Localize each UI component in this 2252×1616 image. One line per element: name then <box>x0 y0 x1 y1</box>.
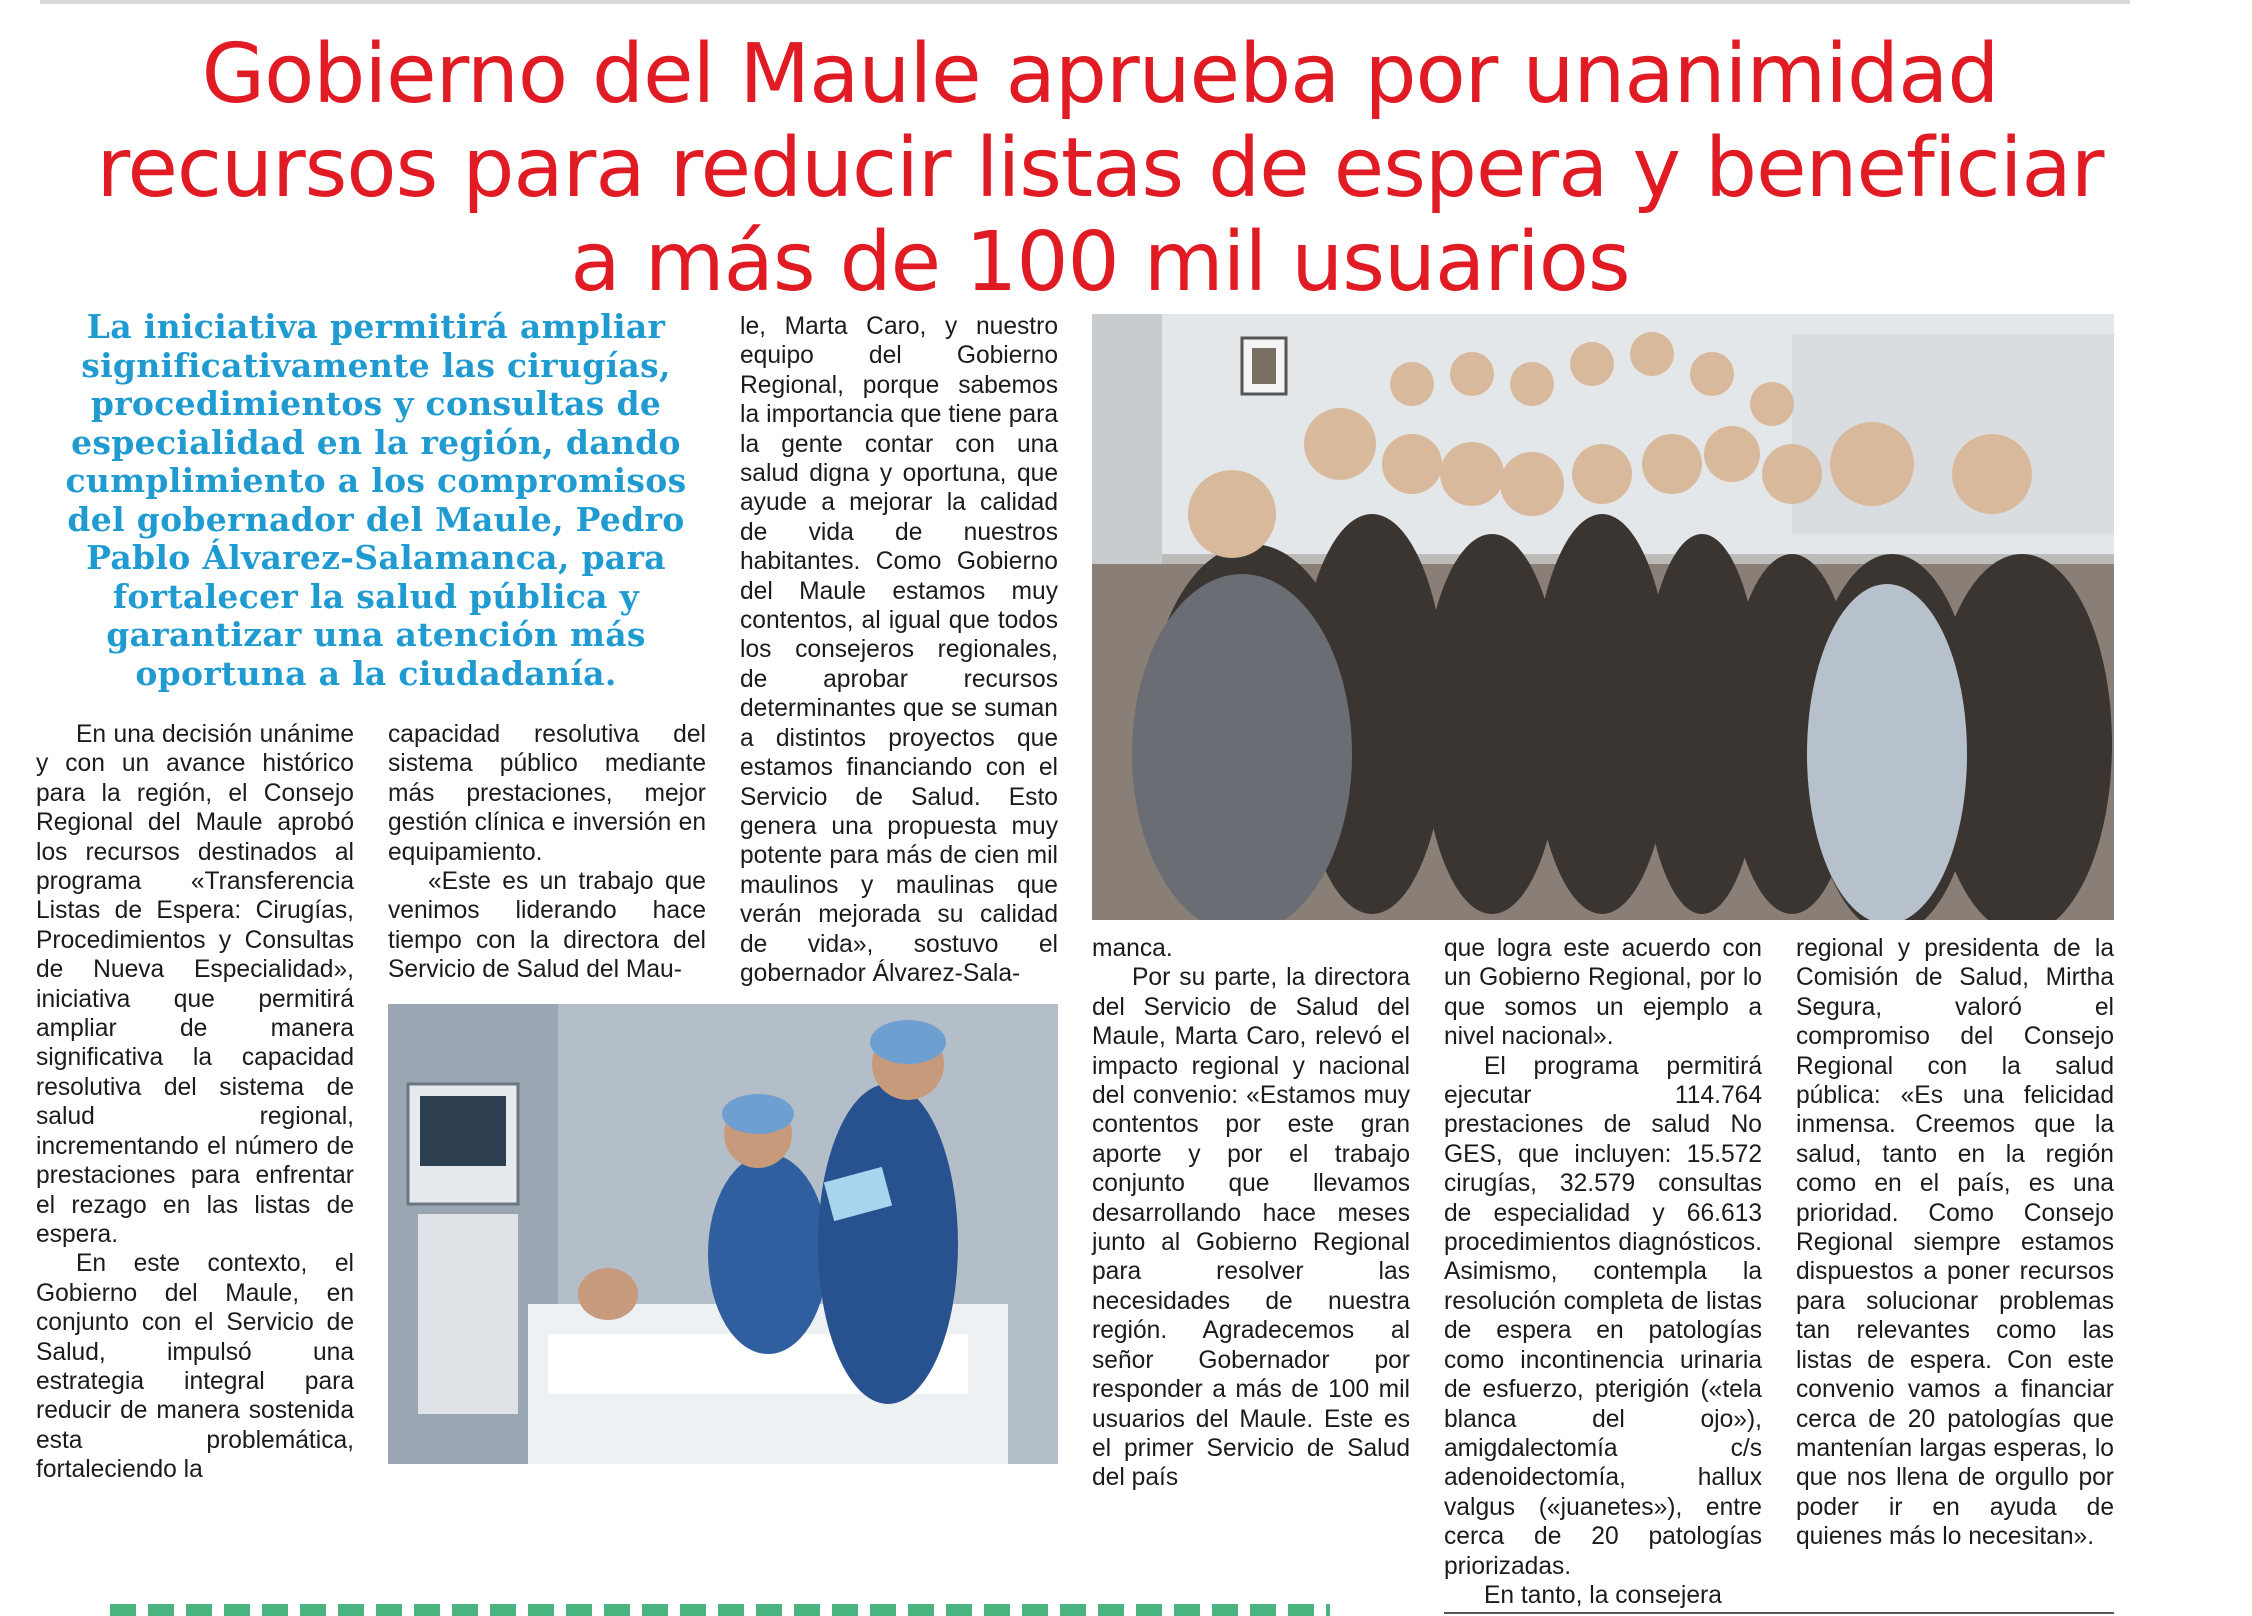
deck-subtitle: La iniciativa permitirá ampliar significativamente las cirugías, procedimientos y consultas de especialidad en la región, dando cumplimiento a los compromisos del gobernador del Maule, Pedro Pablo Álvarez-Salamanca, para fortalecer la salud pública y garantizar una atención más oportuna a la ciudadanía. <box>65 307 687 693</box>
article-column-5 <box>1444 934 1762 1610</box>
top-rule <box>40 0 2130 4</box>
paragraph: regional y presidenta de la Comisión de Salud, Mirtha Segura, valoró el compromiso del Consejo Regional con la salud pública: «Es una felicidad inmensa. Creemos que la salud, tanto en la región como en el país, es una prioridad. Como Consejo Regional siempre estamos dispuestos a poner recursos para solucionar problemas tan relevantes como las listas de espera. Con este convenio vamos a financiar cerca de 20 patologías que mantenían largas esperas, lo que nos llena de orgullo por poder ir en ayuda de quienes más lo necesitan». <box>1796 935 2114 1551</box>
next-article-headline-fragment <box>110 1604 1330 1616</box>
paragraph: En una decisión unánime y con un avance histórico para la región, el Consejo Regional del Maule aprobó los recursos destinados al programa «Transferencia Listas de Espera: Cirugías, Procedimientos y Consultas de Nueva Especialidad», iniciativa que permitirá ampliar de manera significativa la capacidad resolutiva del sistema de salud regional, incrementando el número de prestaciones para enfrentar el rezago en las listas de espera. <box>36 721 354 1248</box>
paragraph: En tanto, la consejera <box>1484 1581 1722 1609</box>
hospital-photo <box>388 1004 1058 1464</box>
article-column-3 <box>740 312 1058 988</box>
paragraph: El programa permitirá ejecutar 114.764 prestaciones de salud No GES, que incluyen: 15.572 cirugías, 32.579 consultas de especialidad y 66.613 procedimientos diagnósticos. Asimismo, contempla la resolución completa de listas de espera en patologías como incontinencia urinaria de esfuerzo, pterigión («tela blanca del ojo»), amigdalectomía c/s adenoidectomía, hallux valgus («juanetes»), entre cerca de 20 patologías priorizadas. <box>1444 1052 1762 1580</box>
paragraph: Por su parte, la directora del Servicio de Salud del Maule, Marta Caro, relevó el impacto regional y nacional del convenio: «Estamos muy contentos por este gran aporte y por el trabajo conjunto que llevamos desarrollando hace meses junto al Gobierno Regional para resolver las necesidades de nuestra región. Agradecemos al señor Gobernador por responder a más de 100 mil usuarios del Maule. Este es el primer Servicio de Salud del país <box>1092 964 1410 1492</box>
article-column-4 <box>1092 934 1410 1493</box>
headline: Gobierno del Maule aprueba por unanimidad recursos para reducir listas de espera y beneficiar a más de 100 mil usuarios <box>96 27 2104 310</box>
paragraph: En este contexto, el Gobierno del Maule, en conjunto con el Servicio de Salud, impulsó una estrategia integral para reducir de manera sostenida esta problemática, fortaleciendo la <box>36 1250 354 1484</box>
paragraph: capacidad resolutiva del sistema público mediante más prestaciones, mejor gestión clínica e inversión en equipamiento. <box>388 721 706 866</box>
bottom-rule <box>1444 1612 2114 1614</box>
paragraph: que logra este acuerdo con un Gobierno Regional, por lo que somos un ejemplo a nivel nacional». <box>1444 935 1762 1051</box>
paragraph: manca. <box>1092 935 1173 962</box>
article-column-1 <box>36 720 354 1485</box>
paragraph: le, Marta Caro, y nuestro equipo del Gobierno Regional, porque sabemos la importancia que tiene para la gente contar con una salud digna y oportuna, que ayude a mejorar la calidad de vida de nuestros habitantes. Como Gobierno del Maule estamos muy contentos, al igual que todos los consejeros regionales, de aprobar recursos determinantes que se suman a distintos proyectos que estamos financiando con el Servicio de Salud. Esto genera una propuesta muy potente para más de cien mil maulinos y maulinas que verán mejorada su calidad de vida», sostuvo el gobernador Álvarez-Sala- <box>740 313 1058 987</box>
article-column-2 <box>388 720 706 985</box>
group-photo <box>1092 314 2114 920</box>
article-column-6 <box>1796 934 2114 1552</box>
paragraph: «Este es un trabajo que venimos liderando hace tiempo con la directora del Servicio de Salud del Mau- <box>388 868 706 984</box>
